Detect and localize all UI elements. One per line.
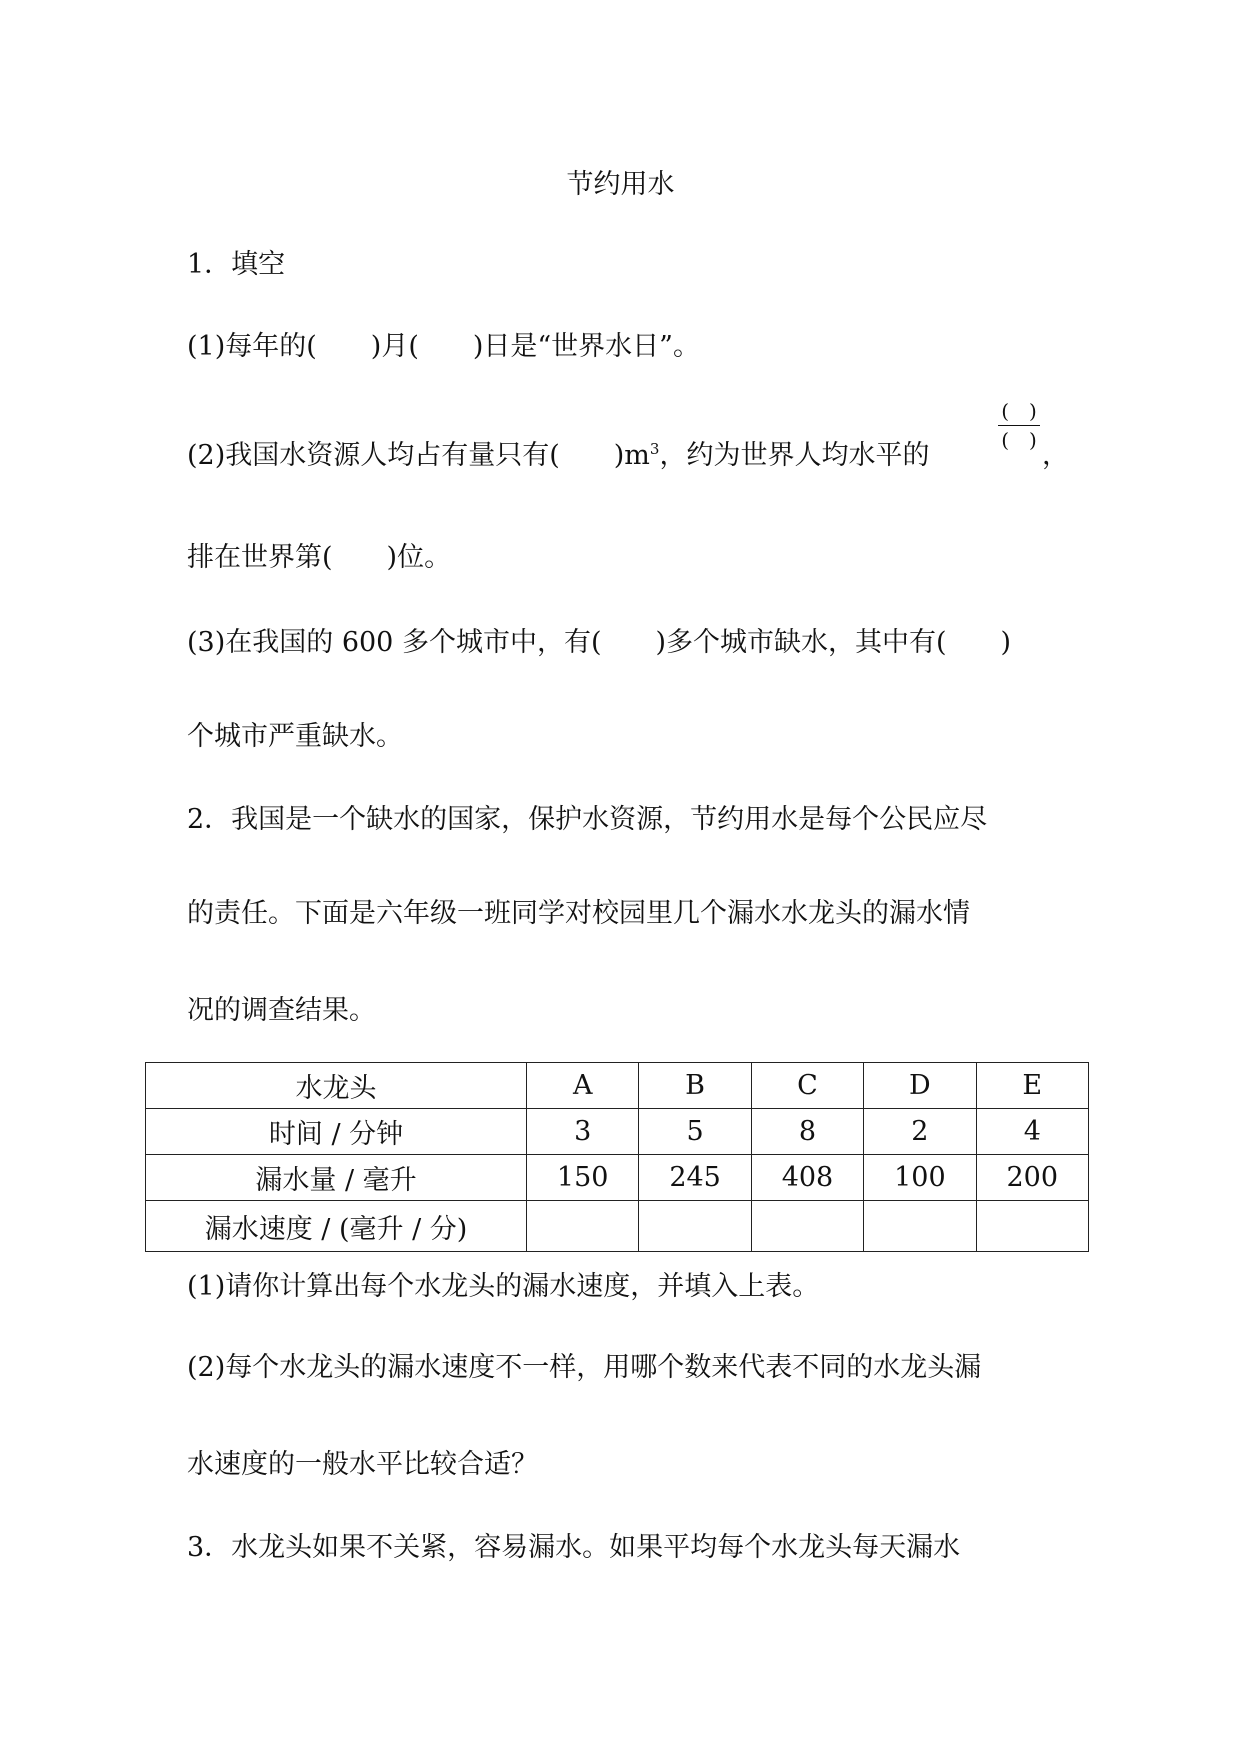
table-row (146, 1109, 1089, 1155)
question-1-part-3: (3)在我国的 600 多个城市中，有( )多个城市缺水，其中有( ) (187, 627, 1012, 658)
fraction-numerator: ( ) (998, 399, 1040, 426)
answer-cell[interactable] (751, 1201, 863, 1252)
row-header-faucet: 水龙头 (146, 1063, 527, 1109)
question-1-part-2-continued: 排在世界第( )位。 (187, 542, 452, 573)
fraction-denominator: ( ) (1001, 428, 1037, 452)
question-3-line-1: 3．水龙头如果不关紧，容易漏水。如果平均每个水龙头每天漏水 (187, 1532, 961, 1563)
question-2-line-2: 的责任。下面是六年级一班同学对校园里几个漏水水龙头的漏水情 (187, 898, 970, 929)
question-1-heading: 1．填空 (187, 249, 286, 280)
table-cell: 2 (864, 1109, 976, 1155)
table-row (146, 1155, 1089, 1201)
answer-cell[interactable] (639, 1201, 751, 1252)
question-2-line-3: 况的调查结果。 (187, 995, 376, 1026)
answer-cell[interactable] (527, 1201, 639, 1252)
question-1-part-3-continued: 个城市严重缺水。 (187, 721, 403, 752)
column-header: A (527, 1063, 639, 1109)
column-header: E (976, 1063, 1088, 1109)
table-cell: 8 (751, 1109, 863, 1155)
table-row (146, 1063, 1089, 1109)
cubic-superscript: 3 (649, 440, 660, 458)
question-1-part-1: (1)每年的( )月( )日是“世界水日”。 (187, 331, 700, 362)
table-cell: 3 (527, 1109, 639, 1155)
row-header-time: 时间 / 分钟 (146, 1109, 527, 1155)
question-1-part-2-text: (2)我国水资源人均占有量只有( )m (187, 440, 650, 471)
question-2-sub-2-continued: 水速度的一般水平比较合适？ (187, 1449, 538, 1480)
table-cell: 5 (639, 1109, 751, 1155)
table-row (146, 1201, 1089, 1252)
question-2-sub-2: (2)每个水龙头的漏水速度不一样，用哪个数来代表不同的水龙头漏 (187, 1352, 982, 1383)
table-cell: 100 (864, 1155, 976, 1201)
row-header-amount: 漏水量 / 毫升 (146, 1155, 527, 1201)
leak-survey-table (145, 1062, 1089, 1252)
table-cell: 150 (527, 1155, 639, 1201)
table-cell: 408 (751, 1155, 863, 1201)
table-cell: 4 (976, 1109, 1088, 1155)
fraction-blank (998, 399, 1040, 452)
answer-cell[interactable] (864, 1201, 976, 1252)
answer-cell[interactable] (976, 1201, 1088, 1252)
page-title: 节约用水 (566, 169, 675, 200)
question-1-part-2-text-b: ，约为世界人均水平的 (659, 440, 930, 471)
question-1-part-2 (187, 439, 929, 473)
table-cell: 245 (639, 1155, 751, 1201)
row-header-speed: 漏水速度 / (毫升 / 分) (146, 1201, 527, 1252)
question-2-line-1: 2．我国是一个缺水的国家，保护水资源，节约用水是每个公民应尽 (187, 804, 988, 835)
column-header: D (864, 1063, 976, 1109)
column-header: C (751, 1063, 863, 1109)
fraction-comma: ， (1042, 440, 1069, 471)
question-2-sub-1: (1)请你计算出每个水龙头的漏水速度，并填入上表。 (187, 1271, 820, 1302)
table-cell: 200 (976, 1155, 1088, 1201)
column-header: B (639, 1063, 751, 1109)
